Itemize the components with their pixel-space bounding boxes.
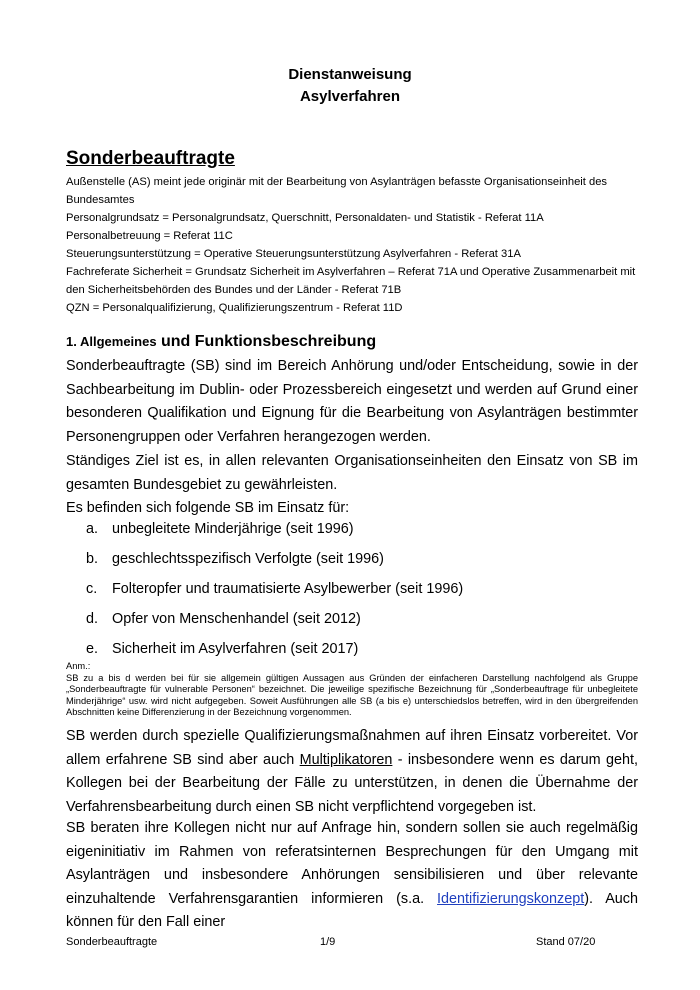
note-text: SB zu a bis d werden bei für sie allgemein gültigen Aussagen aus Gründen der einfacheren Darstellung nachfolgend als Gruppe „Sonderbeauftragte für vulnerable Personen“ bezeichnet. Die jeweilige spezifische Bezeichnung für „Sonderbeauftrage für unbegleitete Minderjährige“ usw. wird nicht aufgegeben. Soweit Ausführungen alle SB (a bis e) unterschiedslos betreffen, wird in den übergreifenden Abschnitten keine Differenzierung in der Bezeichnung vorgenommen. bbox=[66, 672, 638, 717]
glossary-entry: Fachreferate Sicherheit = Grundsatz Sicherheit im Asylverfahren – Referat 71A und Operative Zusammenarbeit mit den Sicherheitsbehörden des Bundes und der Länder - Referat 71B bbox=[66, 266, 636, 296]
annotation-note bbox=[66, 661, 638, 719]
paragraph-1: Sonderbeauftragte (SB) sind im Bereich Anhörung und/oder Entscheidung, sowie in der Sachbearbeitung im Dublin- oder Prozessbereich eingesetzt und werden auf Grund einer besonderen Qualifikation und Eignung für die Bearbeitung von Asylanträgen bestimmter Personengruppen oder Verfahren herangezogen werden. bbox=[66, 358, 638, 445]
section-title: Sonderbeauftragte bbox=[66, 148, 235, 169]
list-item bbox=[86, 611, 463, 641]
document-title-line2: Asylverfahren bbox=[299, 88, 401, 105]
list-marker: c. bbox=[86, 581, 98, 597]
sb-list bbox=[86, 521, 463, 671]
list-marker: d. bbox=[86, 611, 99, 627]
paragraph-5-text: SB beraten ihre Kollegen nicht nur auf Anfrage hin, sondern sollen sie auch regelmäßig eigeninitiativ im Rahmen von referatsinternen Besprechungen für den Umgang mit Asylanträgen und insbesondere Anhörungen sensibilisieren und über relevante einzuhaltende Verfahrensgarantien informieren (s.a. bbox=[66, 820, 638, 907]
paragraph-4 bbox=[66, 725, 638, 819]
document-title-line1: Dienstanweisung bbox=[288, 66, 412, 83]
glossary-entry: Steuerungsunterstützung = Operative Steuerungsunterstützung Asylverfahren - Referat 31A bbox=[66, 248, 521, 260]
list-item bbox=[86, 581, 463, 611]
paragraph-4-text-end: - insbesondere wenn es darum geht, Kollegen bei der Bearbeitung der Fälle zu unterstützen, in denen die Übernahme der Verfahrensbearbeitung durch einen SB nicht verpflichtend vorgegeben ist. bbox=[66, 751, 638, 815]
list-item-text: geschlechtsspezifisch Verfolgte (seit 1996) bbox=[112, 551, 384, 567]
paragraph-5 bbox=[66, 817, 638, 935]
list-item-text: Folteropfer und traumatisierte Asylbewerber (seit 1996) bbox=[112, 581, 464, 597]
list-item-text: Opfer von Menschenhandel (seit 2012) bbox=[112, 611, 361, 627]
paragraph-2: Ständiges Ziel ist es, in allen relevanten Organisationseinheiten den Einsatz von SB im gesamten Bundesgebiet zu gewährleisten. bbox=[66, 453, 638, 493]
note-label: Anm.: bbox=[66, 661, 91, 671]
identifizierungskonzept-link[interactable]: Identifizierungskonzept bbox=[437, 890, 585, 907]
list-item-text: unbegleitete Minderjährige (seit 1996) bbox=[112, 521, 354, 537]
subsection-title: und Funktionsbeschreibung bbox=[156, 333, 377, 350]
list-item bbox=[86, 551, 463, 581]
glossary bbox=[66, 173, 638, 317]
paragraph-3: Es befinden sich folgende SB im Einsatz für: bbox=[66, 500, 350, 516]
footer-date: Stand 07/20 bbox=[536, 936, 596, 948]
glossary-entry: Personalbetreuung = Referat 11C bbox=[66, 230, 233, 242]
list-marker: b. bbox=[86, 551, 99, 567]
glossary-entry: Personalgrundsatz = Personalgrundsatz, Querschnitt, Personaldaten- und Statistik - Referat 11A bbox=[66, 212, 544, 224]
list-marker: a. bbox=[86, 521, 99, 537]
list-item-text: Sicherheit im Asylverfahren (seit 2017) bbox=[112, 641, 359, 657]
list-marker: e. bbox=[86, 641, 99, 657]
multiplikatoren-term: Multiplikatoren bbox=[299, 751, 393, 768]
subsection-number: 1. Allgemeines bbox=[66, 334, 157, 349]
paragraph-5-text-end: ). Auch können für den Fall einer bbox=[66, 890, 639, 930]
paragraph-4-text: SB werden durch spezielle Qualifizierungsmaßnahmen auf ihren Einsatz vorbereitet. Vor allem erfahrene SB sind aber auch bbox=[66, 728, 638, 768]
glossary-entry: QZN = Personalqualifizierung, Qualifizierungszentrum - Referat 11D bbox=[66, 302, 403, 314]
footer-left: Sonderbeauftragte bbox=[66, 936, 158, 948]
list-item bbox=[86, 521, 463, 551]
glossary-entry: Außenstelle (AS) meint jede originär mit der Bearbeitung von Asylanträgen befasste Organisationseinheit des Bundesamtes bbox=[66, 176, 608, 206]
subsection-heading bbox=[66, 333, 376, 351]
footer-page-number: 1/9 bbox=[320, 936, 336, 948]
